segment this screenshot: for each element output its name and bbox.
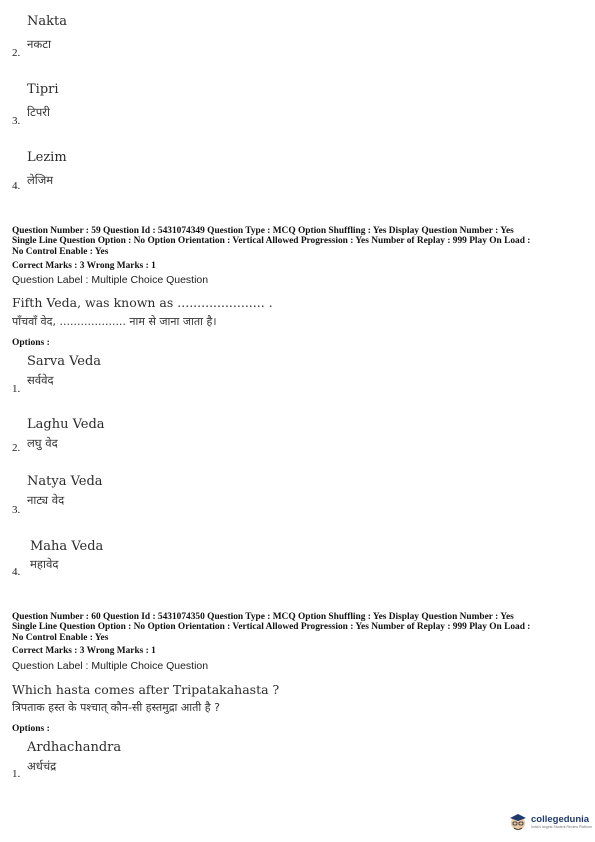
- option-hindi: नकटा: [27, 37, 51, 51]
- option-number: 3.: [12, 115, 21, 127]
- collegedunia-watermark: [508, 810, 592, 834]
- graduate-avatar-icon: [508, 812, 528, 832]
- metadata-line: Single Line Question Option : No Option Orientation : Vertical Allowed Progression : Yes Number of Replay : 999 Play On Load :: [12, 622, 531, 633]
- option-number: 4.: [12, 566, 21, 578]
- option-number: 1.: [12, 383, 21, 395]
- question-metadata: [12, 226, 584, 257]
- option-number: 2.: [12, 442, 21, 454]
- option-english: Maha Veda: [30, 539, 104, 554]
- question-label: Question Label : Multiple Choice Question: [12, 660, 209, 672]
- option-number: 2.: [12, 47, 21, 59]
- marks-info: Correct Marks : 3 Wrong Marks : 1: [12, 646, 156, 656]
- metadata-line: No Control Enable : Yes: [12, 246, 109, 257]
- option-english: Laghu Veda: [27, 417, 105, 432]
- option-hindi: नाट्य वेद: [27, 493, 65, 507]
- question-text-english: Fifth Veda, was known as ...................... .: [12, 295, 273, 310]
- options-heading: Options :: [12, 338, 50, 348]
- metadata-line: No Control Enable : Yes: [12, 632, 109, 643]
- question-text-hindi: त्रिपताक हस्त के पश्चात् कौन-सी हस्तमुद्रा आती है ?: [12, 701, 220, 714]
- option-english: Natya Veda: [27, 474, 103, 489]
- metadata-line: Single Line Question Option : No Option Orientation : Vertical Allowed Progression : Yes Number of Replay : 999 Play On Load :: [12, 236, 531, 247]
- option-english: Sarva Veda: [27, 354, 102, 369]
- option-hindi: महावेद: [30, 557, 59, 571]
- option-hindi: टिपरी: [27, 105, 50, 119]
- option-number: 4.: [12, 180, 21, 192]
- question-label: Question Label : Multiple Choice Question: [12, 274, 209, 286]
- marks-info: Correct Marks : 3 Wrong Marks : 1: [12, 261, 156, 271]
- options-heading: Options :: [12, 724, 50, 734]
- option-hindi: लेजिम: [27, 173, 54, 187]
- option-number: 3.: [12, 504, 21, 516]
- question-text-english: Which hasta comes after Tripatakahasta ?: [12, 682, 280, 697]
- option-number: 1.: [12, 768, 21, 780]
- option-english: Ardhachandra: [27, 740, 122, 755]
- metadata-line: Question Number : 60 Question Id : 5431074350 Question Type : MCQ Option Shuffling : Yes Display Question Number : Yes: [12, 612, 514, 622]
- metadata-line: Question Number : 59 Question Id : 5431074349 Question Type : MCQ Option Shuffling : Yes Display Question Number : Yes: [12, 226, 514, 236]
- option-english: Nakta: [27, 14, 67, 29]
- option-english: Tipri: [27, 82, 59, 97]
- brand-name: collegedunia: [531, 813, 590, 825]
- option-hindi: सर्ववेद: [27, 373, 54, 387]
- option-english: Lezim: [27, 150, 67, 165]
- brand-tagline: India's largest Student Review Platform: [531, 824, 592, 829]
- option-hindi: अर्धचंद्र: [27, 759, 57, 773]
- question-metadata: [12, 612, 584, 643]
- option-hindi: लघु वेद: [27, 436, 58, 450]
- question-text-hindi: पाँचवाँ वेद, ................... नाम से जाना जाता है।: [12, 315, 217, 328]
